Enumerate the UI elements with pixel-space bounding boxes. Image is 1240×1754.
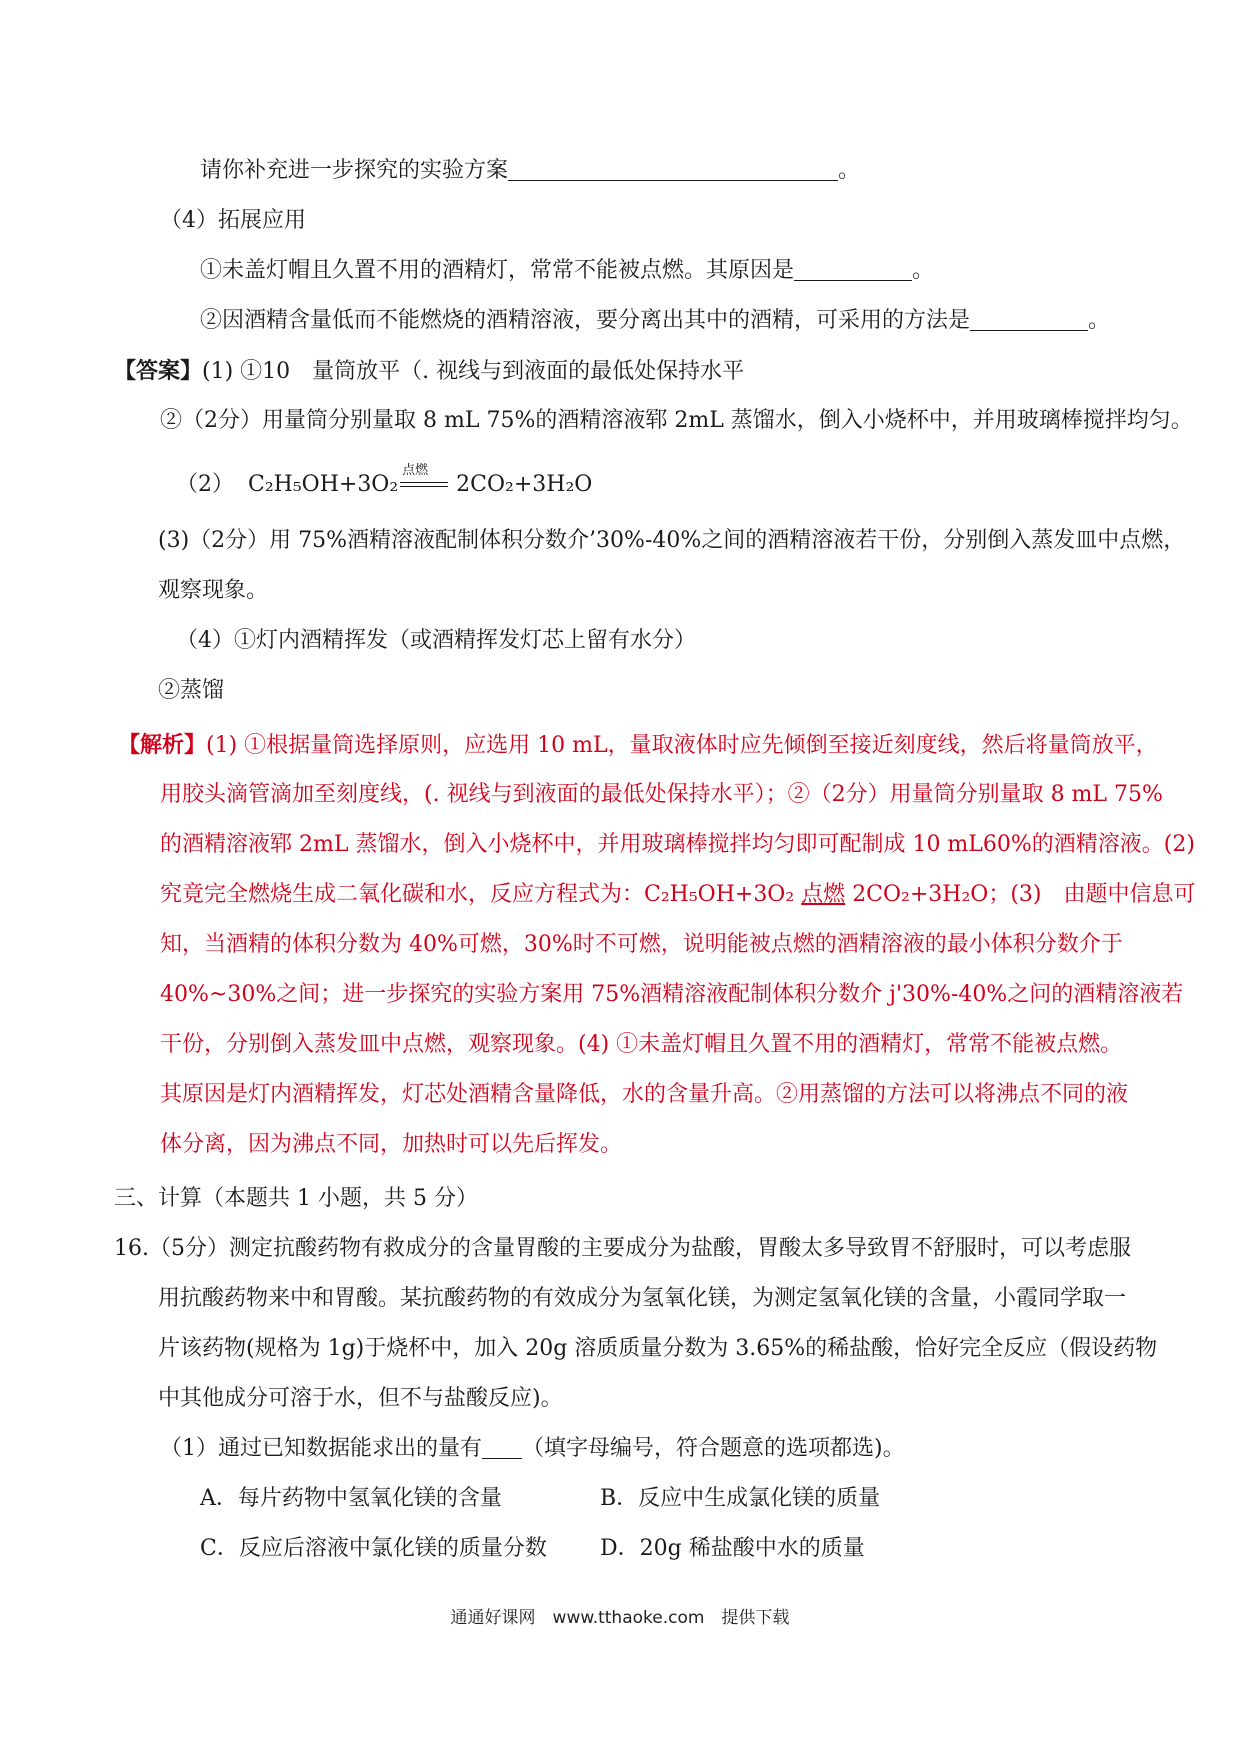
extension-q2 — [200, 306, 1110, 336]
answer-line-6: （4）①灯内酒精挥发（或酒精挥发灯芯上留有水分） — [176, 628, 696, 653]
q16-sub1-text: （1）通过已知数据能求出的量有 — [160, 1436, 482, 1461]
q16-line-3: 片该药物(规格为 1g)于烧杯中，加入 20g 溶质质量分数为 3.65%的稀盐酸，恰好完全反应（假设药物 — [158, 1336, 1158, 1361]
analysis-line-4 — [160, 880, 1196, 910]
analysis-line-1-text: (1) ①根据量筒选择原则，应选用 10 mL，量取液体时应先倾倒至接近刻度线，然后将量筒放平， — [206, 733, 1158, 758]
extension-q2-end: 。 — [1088, 308, 1111, 333]
analysis-line-4-post: 2CO₂+3H₂O；(3) 由题中信息可 — [852, 882, 1196, 907]
answer-blank — [970, 308, 1088, 331]
extension-heading: （4）拓展应用 — [160, 208, 306, 233]
extension-q1 — [200, 256, 934, 286]
analysis-reaction-condition: 点燃 — [801, 882, 846, 907]
q16-sub1-instruction: （填字母编号，符合题意的选项都选)。 — [522, 1436, 905, 1461]
plan-prompt-text: 请你补充进一步探究的实验方案 — [200, 158, 509, 183]
answer-line-7: ②蒸馏 — [158, 678, 225, 703]
q16-sub1 — [160, 1434, 905, 1464]
reaction-condition: 点燃 — [402, 463, 429, 478]
answer-line-2: ②（2分）用量筒分别量取 8 mL 75%的酒精溶液郓 2mL 蒸馏水，倒入小烧杯中，并用玻璃棒搅拌均匀。 — [160, 408, 1193, 433]
analysis-line-7: 干份，分别倒入蒸发皿中点燃，观察现象。(4) ①未盖灯帽且久置不用的酒精灯，常常不能被点燃。 — [160, 1032, 1123, 1057]
answer-line-1 — [114, 356, 744, 387]
analysis-line-3: 的酒精溶液郓 2mL 蒸馏水，倒入小烧杯中，并用玻璃棒搅拌均匀即可配制成 10 mL60%的酒精溶液。(2) — [160, 832, 1195, 857]
plan-prompt-line — [200, 156, 860, 186]
reaction-condition-arrow — [400, 463, 448, 494]
extension-q2-text: ②因酒精含量低而不能燃烧的酒精溶液，要分离出其中的酒精，可采用的方法是 — [200, 308, 971, 333]
analysis-line-9: 体分离，因为沸点不同，加热时可以先后挥发。 — [160, 1132, 623, 1157]
answer-equation-lhs: C₂H₅OH+3O₂ — [248, 472, 399, 497]
extension-q1-end: 。 — [912, 258, 935, 283]
answer-blank — [482, 1436, 522, 1459]
q16-line-2: 用抗酸药物来中和胃酸。某抗酸药物的有效成分为氢氧化镁，为测定氢氧化镁的含量，小霞同学取一 — [158, 1286, 1127, 1311]
answer-label: 【答案】 — [114, 358, 203, 384]
answer-blank — [794, 258, 912, 281]
analysis-line-4-pre: 究竟完全燃烧生成二氧化碳和水，反应方程式为：C₂H₅OH+3O₂ — [160, 882, 795, 907]
plan-prompt-end: 。 — [838, 158, 861, 183]
option-c: C．反应后溶液中氯化镁的质量分数 — [200, 1536, 547, 1561]
analysis-line-8: 其原因是灯内酒精挥发，灯芯处酒精含量降低，水的含量升高。②用蒸馏的方法可以将沸点不同的液 — [160, 1082, 1129, 1107]
analysis-line-2: 用胶头滴管滴加至刻度线，(. 视线与到液面的最低处保持水平）；②（2分）用量筒分别量取 8 mL 75% — [160, 782, 1163, 807]
answer-blank — [508, 158, 838, 181]
option-b: B．反应中生成氯化镁的质量 — [600, 1486, 881, 1511]
answer-line-5: 观察现象。 — [158, 578, 269, 603]
q16-line-4: 中其他成分可溶于水，但不与盐酸反应)。 — [158, 1386, 563, 1411]
section-heading: 三、计算（本题共 1 小题，共 5 分） — [114, 1186, 478, 1211]
extension-q1-text: ①未盖灯帽且久置不用的酒精灯，常常不能被点燃。其原因是 — [200, 258, 795, 283]
answer-line-4: (3)（2分）用 75%酒精溶液配制体积分数介’30%-40%之间的酒精溶液若干份，分别倒入蒸发皿中点燃， — [158, 528, 1186, 553]
analysis-line-1 — [118, 730, 1158, 761]
answer-equation-number: （2） — [176, 472, 234, 497]
answer-equation-rhs: 2CO₂+3H₂O — [456, 472, 593, 497]
analysis-label: 【解析】 — [118, 732, 207, 758]
page-footer: 通通好课网 www.tthaoke.com 提供下载 — [450, 1608, 790, 1628]
analysis-line-6: 40%~30%之间；进一步探究的实验方案用 75%酒精溶液配制体积分数介 j'30%-40%之问的酒精溶液若 — [160, 982, 1184, 1007]
answer-line-1-text: (1) ①10 量筒放平（. 视线与到液面的最低处保持水平 — [202, 359, 745, 384]
answer-equation — [176, 463, 593, 500]
analysis-line-5: 知，当酒精的体积分数为 40%可燃，30%时不可燃，说明能被点燃的酒精溶液的最小体积分数介于 — [160, 932, 1123, 957]
q16-line-1: 16.（5分）测定抗酸药物有救成分的含量胃酸的主要成分为盐酸，胃酸太多导致胃不舒服时，可以考虑服 — [114, 1236, 1131, 1261]
option-a: A．每片药物中氢氧化镁的含量 — [200, 1486, 502, 1511]
option-d: D．20g 稀盐酸中水的质量 — [600, 1536, 865, 1561]
